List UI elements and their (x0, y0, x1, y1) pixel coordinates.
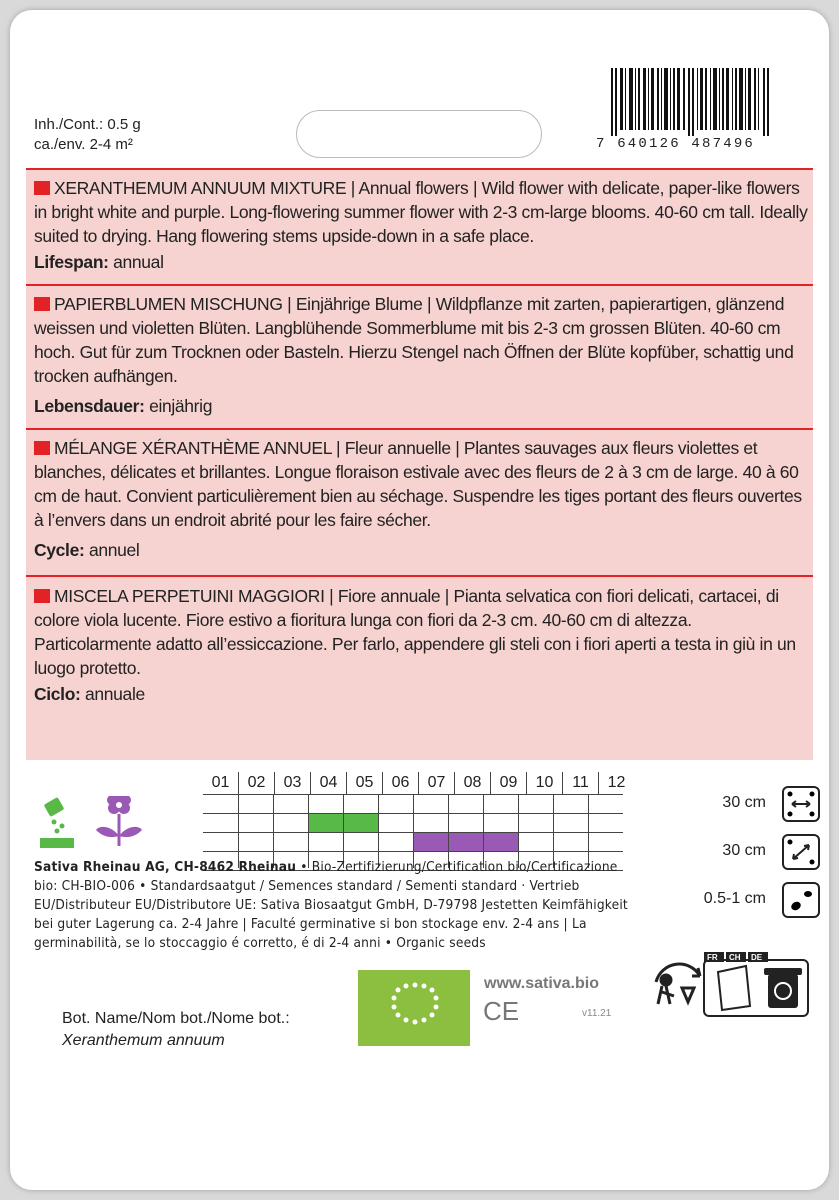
eu-leaf-icon (358, 970, 470, 1046)
section-text: PAPIERBLUMEN MISCHUNG | Einjährige Blume | Wildpflanze mit zarten, papierartigen, glänzend weissen und violetten Blüten. Langblühende Sommerblume mit bis 2-3 cm grossen Blüten. 40-60 cm hoch. Gut für zum Trocknen oder Basteln. Hierzu Stengel nach Öffnen der Blüte kopfüber, schattig und trocken aufhängen. (34, 294, 794, 386)
botanical-value: Xeranthemum annuum (62, 1032, 225, 1049)
section-german (34, 292, 809, 418)
calendar-months (203, 772, 634, 794)
section-text: MISCELA PERPETUINI MAGGIORI | Fiore annuale | Pianta selvatica con fiori delicati, cartacei, di colore viola lucente. Fiore estivo a fioritura lunga con fiori da 2-3 cm. 40-60 cm di altezza. Particolarmente adatto all’essiccazione. Per farlo, appendere gli steli con i fiori aperti a testa in giù in un luogo protetto. (34, 586, 796, 678)
calendar-column-line (518, 794, 519, 868)
sowing-calendar (203, 772, 634, 794)
botanical-name (62, 1008, 290, 1052)
sowing-depth-icon (782, 882, 820, 918)
section-text: MÉLANGE XÉRANTHÈME ANNUEL | Fleur annuelle | Plantes sauvages aux fleurs violettes et blanches, délicates et brillantes. Longue floraison estivale avec des fleurs de 2 à 3 cm de large. 40 à 60 cm de haut. Convient particulièrement bien au séchage. Suspendre les tiges portant des fleurs ouvertes à l’envers dans un endroit abrité pour les faire sécher. (34, 438, 802, 530)
divider-line (26, 575, 813, 577)
calendar-column-line (553, 794, 554, 868)
divider-line (26, 428, 813, 430)
row-spacing (700, 786, 820, 822)
company-name: Sativa Rheinau AG, CH-8462 Rheinau (34, 859, 297, 875)
section-english (34, 176, 809, 274)
recycling-icons (648, 952, 812, 1018)
row-spacing-icon (782, 786, 820, 822)
lifespan-line (34, 250, 809, 274)
website-link[interactable]: www.sativa.bio (484, 975, 599, 992)
lifespan-value: annuel (84, 540, 140, 560)
calendar-month-06: 06 (382, 772, 418, 794)
company-text: • Bio-Zertifizierung/Certification bio/Certificazione bio: CH-BIO-006 • Standardsaatgut / Semences standard / Sementi standard · Vertrieb EU/Distributeur EU/Distributore UE: Sativa Biosaatgut GmbH, D-79798 Jestetten Keimfähigkeit bei guter Lagerung ca. 2-4 Jahre | Faculté germinative si bon stockage env. 2-4 ans | La germinabilità, se lo stoccaggio é corretto, é di 2-4 anni • Organic seeds (34, 859, 628, 951)
section-text: XERANTHEMUM ANNUUM MIXTURE | Annual flowers | Wild flower with delicate, paper-like flowers in bright white and purple. Long-flowering summer flower with 2-3 cm-large blooms. 40-60 cm tall. Ideally suited to drying. Hang flowering stems upside-down in a safe place. (34, 178, 808, 246)
calendar-month-05: 05 (346, 772, 382, 794)
sowing-icon (40, 797, 74, 848)
barcode (611, 68, 771, 136)
plant-spacing-value: 30 cm (722, 842, 766, 859)
calendar-column-line (238, 794, 239, 868)
red-square-icon (34, 589, 50, 603)
flowering-period-bar (414, 833, 448, 851)
calendar-month-09: 09 (490, 772, 526, 794)
lifespan-label: Ciclo: (34, 684, 81, 704)
calendar-column-line (378, 794, 379, 868)
flowering-period-bar (484, 833, 518, 851)
lifespan-label: Cycle: (34, 540, 85, 560)
calendar-month-01: 01 (211, 774, 230, 791)
row-spacing-value: 30 cm (722, 794, 766, 811)
red-square-icon (34, 181, 50, 195)
calendar-column-line (343, 794, 344, 868)
lifespan-line (34, 682, 809, 706)
sowing-depth (700, 882, 820, 918)
lifespan-line (34, 394, 809, 418)
coverage-area: ca./env. 2-4 m² (34, 136, 133, 153)
divider-line (26, 284, 813, 286)
red-square-icon (34, 297, 50, 311)
flower-icon (96, 796, 142, 846)
calendar-month-10: 10 (526, 772, 562, 794)
eu-organic-logo (358, 970, 470, 1046)
flowering-period-bar (449, 833, 483, 851)
plant-spacing-icon (782, 834, 820, 870)
plant-spacing (700, 834, 820, 870)
botanical-label: Bot. Name/Nom bot./Nome bot.: (62, 1010, 290, 1027)
section-italian (34, 584, 809, 706)
version-label: v11.21 (582, 1008, 612, 1019)
calendar-column-line (448, 794, 449, 868)
sowing-period-bar (344, 814, 378, 832)
calendar-column-line (483, 794, 484, 868)
red-square-icon (34, 441, 50, 455)
calendar-column-line (413, 794, 414, 868)
triman-icon (656, 964, 700, 1004)
sowing-period-bar (309, 814, 343, 832)
calendar-month-04: 04 (310, 772, 346, 794)
company-info (34, 858, 634, 953)
calendar-month-03: 03 (274, 772, 310, 794)
calendar-column-line (588, 794, 589, 868)
divider-line (26, 168, 813, 170)
recycle-label-fr: FR (707, 953, 718, 962)
calendar-month-08: 08 (454, 772, 490, 794)
lifespan-value: einjährig (144, 396, 213, 416)
section-french (34, 436, 809, 562)
calendar-month-02: 02 (238, 772, 274, 794)
content-weight: Inh./Cont.: 0.5 g (34, 116, 141, 133)
calendar-column-line (308, 794, 309, 868)
calendar-column-line (273, 794, 274, 868)
hang-hole (296, 110, 542, 158)
calendar-month-12: 12 (598, 772, 634, 794)
calendar-month-07: 07 (418, 772, 454, 794)
ce-mark: CE (483, 996, 520, 1026)
sowing-depth-value: 0.5-1 cm (703, 890, 766, 907)
barcode-number: 7 640126 487496 (596, 136, 756, 152)
legend-icons (40, 796, 170, 852)
lifespan-line (34, 538, 809, 562)
recycle-label-ch: CH (729, 953, 741, 962)
calendar-month-11: 11 (562, 772, 598, 794)
lifespan-label: Lifespan: (34, 252, 109, 272)
sorting-info-icon (704, 952, 808, 1016)
lifespan-label: Lebensdauer: (34, 396, 145, 416)
recycle-label-de: DE (751, 953, 763, 962)
lifespan-value: annuale (80, 684, 145, 704)
lifespan-value: annual (108, 252, 164, 272)
contents-info (34, 115, 141, 155)
